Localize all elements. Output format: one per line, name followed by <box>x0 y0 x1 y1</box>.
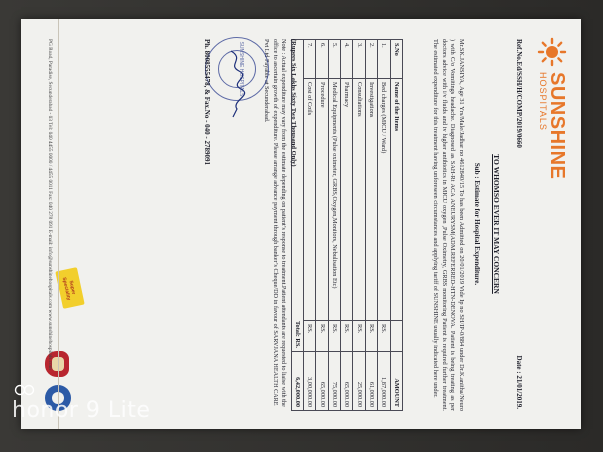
document-date: Date : 21/01/2019. <box>515 355 523 409</box>
row-amount: 1,87,000.00 <box>378 352 390 411</box>
hospital-logo <box>537 37 567 179</box>
row-sno: 6. <box>316 40 328 79</box>
table-row <box>316 40 328 411</box>
row-sno: 4. <box>341 40 353 79</box>
stamp-text: SUNSHINE HOSPITALS <box>238 41 244 97</box>
row-currency: RS. <box>353 321 365 352</box>
row-item-name: Consultations <box>353 79 365 321</box>
row-amount: 65,000.00 <box>341 352 353 411</box>
header-amount: AMOUNT <box>390 352 402 411</box>
footer-address: PG Road, Paradise, Secunderabad - 03 Tel: 040 4455 0000 / 4455 0011 Fax: 040 278 091 E-mail: info@sunshinehospitals.com www.sunshinehospitals.com <box>47 39 53 370</box>
row-currency: RS. <box>316 321 328 352</box>
footer-divider <box>58 19 59 429</box>
row-currency: RS. <box>304 321 316 352</box>
row-amount: 75,000.00 <box>328 352 340 411</box>
row-sno: 3. <box>353 40 365 79</box>
header-sno: S.No <box>390 40 402 79</box>
note-paragraph: Note : Actual expenditure may vary from the estimate depending on patient’s response to treatment.Patient attendants are requested to liaise with the office to ascertain growth of expenditure. Please arrange advance payment through banker’s Cheque/DD in favour of SARVJANA HEALTH CARE Pvt Ltd Payable at Secunderabad. <box>263 39 287 407</box>
total-label: Total: RS. <box>291 40 303 352</box>
row-amount: 61,000.00 <box>365 352 377 411</box>
row-amount: 65,000.00 <box>316 352 328 411</box>
row-sno: 1. <box>378 40 390 79</box>
document-subject: Sub : Estimate for Hospital Expenditure. <box>473 162 481 286</box>
header-currency <box>390 321 402 352</box>
speciality-sticker <box>55 267 84 309</box>
table-row <box>365 40 377 411</box>
estimate-table <box>291 39 403 411</box>
row-item-name: Pharmacy <box>341 79 353 321</box>
header-item-name: Name of the Items <box>390 79 402 321</box>
reference-number: Ref.No.Ed/SSH/H/COMP/2019/0660 <box>515 39 523 148</box>
row-item-name: Investigations <box>365 79 377 321</box>
row-sno: 2. <box>365 40 377 79</box>
brand-name: SUNSHINE <box>546 72 568 180</box>
document-heading: TO WHOMSO EVER IT MAY CONCERN <box>492 154 501 294</box>
brand-subtitle: HOSPITALS <box>538 72 548 131</box>
table-row <box>353 40 365 411</box>
camera-watermark: honor 9 Lite <box>12 398 151 423</box>
row-sno: 5. <box>328 40 340 79</box>
sticker-text: Super Speciality <box>60 276 77 301</box>
row-currency: RS. <box>365 321 377 352</box>
row-item-name: Bed charges (MICU / Ward) <box>378 79 390 321</box>
table-row <box>304 40 316 411</box>
sun-icon <box>537 37 567 67</box>
body-paragraph: Mr.SK.JANSIYA, Age 31 Yrs/Male/Jadhar no 4612840/15 To has been Admitted on 20/01/2019 Vide Ip no SH/IP-0/884 under Dr.K.anitha/Neuro ) with C/o Vomitings headache. Diagnosed as SAH-Rt ACA ANEURYSM(ADM.REFERRED-HTN-DENOVA. Patient is being treating as per doctors advice with i/v fluids and iv higher antibiotics in MICU oxygen ,Pulse Oximetry, GRBS monitoring Patient is required further treatment. The estimated expenditure for this treatment having unforeseen circumstances and applying tariff of SUNSHINE usually indicated here under. <box>432 39 465 411</box>
row-sno: 7. <box>304 40 316 79</box>
row-currency: RS. <box>341 321 353 352</box>
amount-in-words: (Rupees Six Lakhs Sixty Two Thousand Only) <box>290 39 297 167</box>
row-amount: 3,00,000.00 <box>304 352 316 411</box>
table-header-row <box>390 40 402 411</box>
camera-brand-logo-icon <box>14 384 42 396</box>
signature <box>223 49 249 119</box>
table-row <box>378 40 390 411</box>
row-currency: RS. <box>378 321 390 352</box>
table-row <box>341 40 353 411</box>
total-amount: 6,42,000.00 <box>291 352 303 411</box>
row-item-name: Cost of Coils <box>304 79 316 321</box>
row-item-name: Procedure <box>316 79 328 321</box>
row-item-name: Medical Equipments (Pulse oximeter, GRBS,Oxygen,Monitors, Nebulisation Etc) <box>328 79 340 321</box>
contact-phone: Ph. 8008555478, & Fax.No - 040 - 2789091 <box>203 39 211 165</box>
document-page <box>21 19 581 429</box>
row-currency: RS. <box>328 321 340 352</box>
table-row <box>328 40 340 411</box>
row-amount: 25,000.00 <box>353 352 365 411</box>
